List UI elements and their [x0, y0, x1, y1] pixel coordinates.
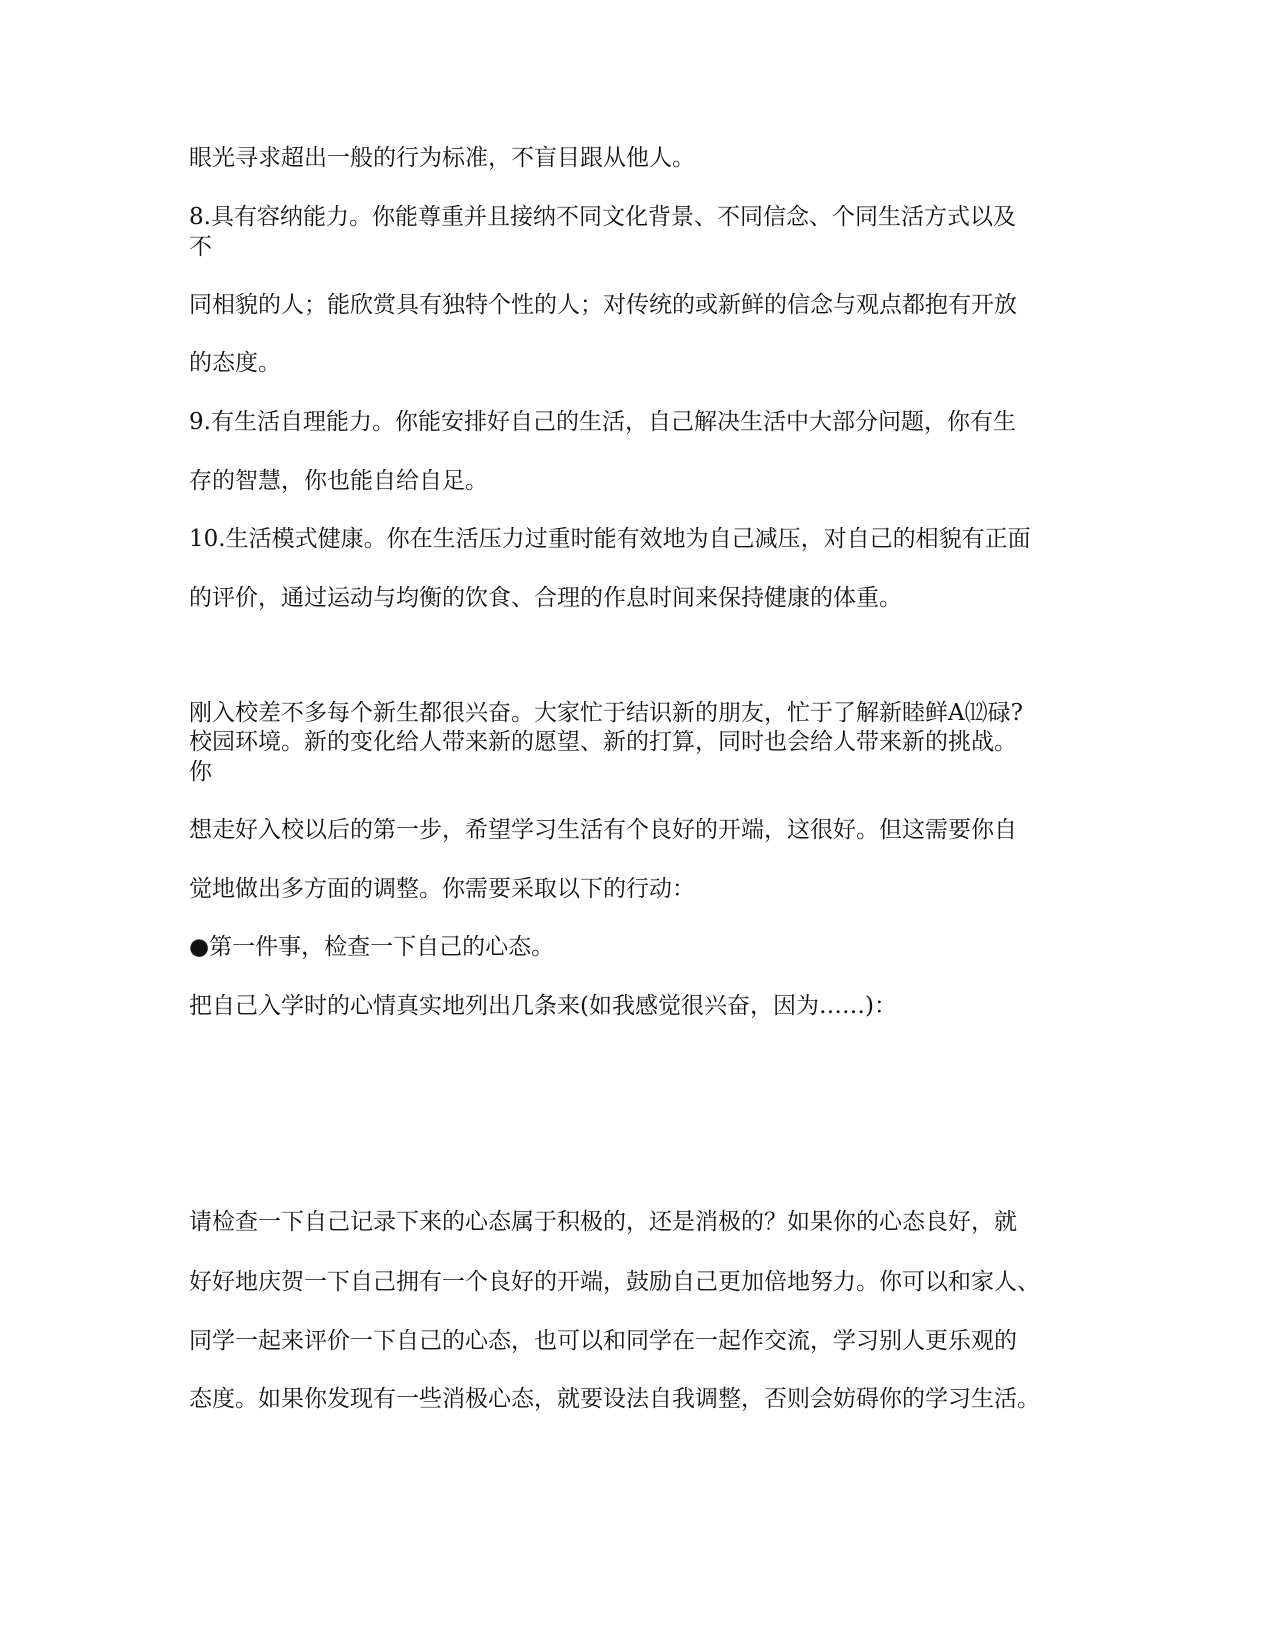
text-line: 的态度。 [189, 350, 281, 376]
text-line: 想走好入校以后的第一步，希望学习生活有个良好的开端，这很好。但这需要你自 [189, 817, 1017, 843]
text-line: 的评价，通过运动与均衡的饮食、合理的作息时间来保持健康的体重。 [189, 585, 902, 611]
text-line: 你 [189, 759, 212, 785]
text-line: 不 [189, 234, 212, 260]
text-line: 把自己入学时的心情真实地列出几条来(如我感觉很兴奋，因为……)： [189, 993, 897, 1019]
text-line: 同学一起来评价一下自己的心态，也可以和同学在一起作交流，学习别人更乐观的 [189, 1328, 1017, 1354]
text-line: 同相貌的人；能欣赏具有独特个性的人；对传统的或新鲜的信念与观点都抱有开放 [189, 292, 1017, 318]
text-line: 请检查一下自己记录下来的心态属于积极的，还是消极的？如果你的心态良好，就 [189, 1209, 1017, 1235]
text-line: 校园环境。新的变化给人带来新的愿望、新的打算，同时也会给人带来新的挑战。 [189, 729, 1017, 755]
text-line: 刚入校差不多每个新生都很兴奋。大家忙于结识新的朋友，忙于了解新睦鲜A⑿碌? [189, 700, 1023, 726]
text-line: 觉地做出多方面的调整。你需要采取以下的行动： [189, 876, 695, 902]
text-line: 9.有生活自理能力。你能安排好自己的生活，自己解决生活中大部分问题，你有生 [189, 409, 1016, 435]
text-line: 眼光寻求超出一般的行为标准，不盲目跟从他人。 [189, 145, 695, 171]
text-line: 10.生活模式健康。你在生活压力过重时能有效地为自己减压，对自己的相貌有正面 [189, 526, 1031, 552]
text-line: ●第一件事，检查一下自己的心态。 [189, 934, 555, 960]
text-line: 态度。如果你发现有一些消极心态，就要设法自我调整，否则会妨碍你的学习生活。 [189, 1386, 1040, 1412]
text-line: 8.具有容纳能力。你能尊重并且接纳不同文化背景、不同信念、个同生活方式以及 [189, 204, 1016, 230]
text-line: 存的智慧，你也能自给自足。 [189, 468, 488, 494]
text-line: 好好地庆贺一下自己拥有一个良好的开端，鼓励自己更加倍地努力。你可以和家人、 [189, 1269, 1040, 1295]
